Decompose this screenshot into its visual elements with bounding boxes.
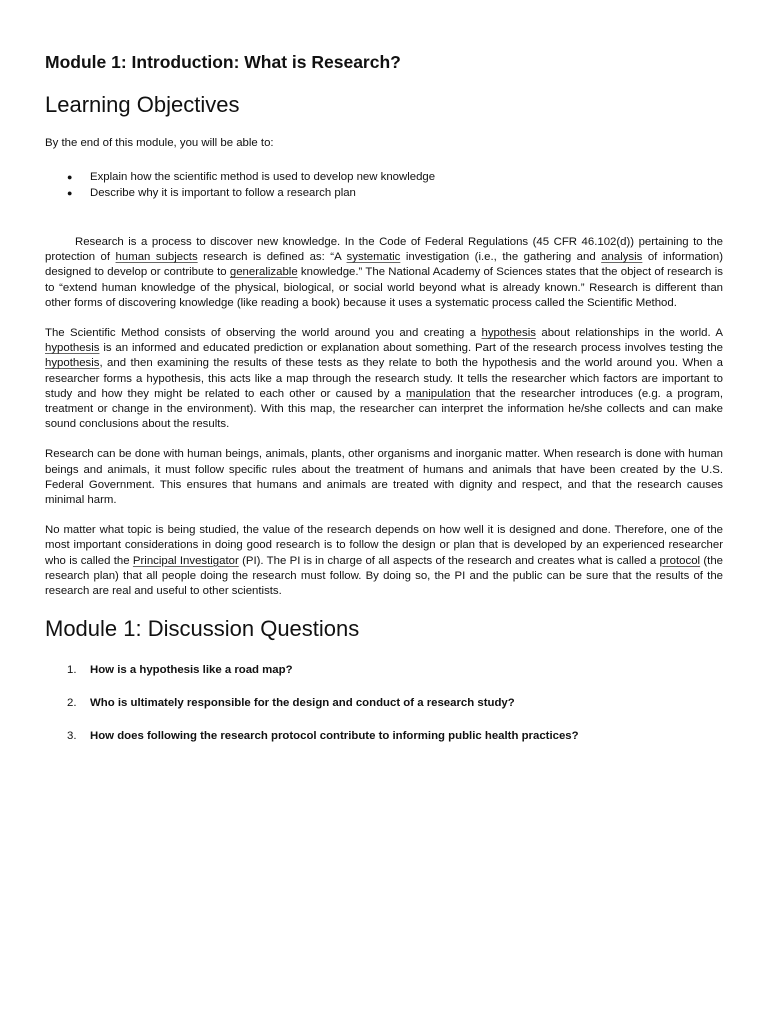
glossary-link-hypothesis[interactable]: hypothesis (45, 342, 100, 355)
bullet-icon: ● (67, 172, 73, 182)
paragraph-principal-investigator (45, 523, 723, 599)
text-run: (PI). The PI is in charge of all aspects of the research and creates what is called a (238, 554, 660, 567)
objective-text: Describe why it is important to follow a research plan (90, 187, 356, 199)
question-text: Who is ultimately responsible for the design and conduct of a research study? (90, 697, 515, 710)
glossary-link-systematic[interactable]: systematic (346, 251, 401, 264)
question-number: 1. (67, 664, 77, 677)
text-run: investigation (i.e., the gathering and (400, 251, 602, 264)
glossary-link-principal-investigator[interactable]: Principal Investigator (132, 554, 239, 567)
list-item (45, 185, 723, 201)
objectives-list (45, 169, 723, 201)
list-item (45, 169, 723, 185)
text-run: about relationships in the world. A (535, 327, 723, 340)
question-text: How does following the research protocol contribute to informing public health practices? (90, 730, 579, 743)
glossary-link-manipulation[interactable]: manipulation (406, 387, 471, 400)
paragraph-research-definition (45, 235, 723, 311)
question-number: 3. (67, 730, 77, 743)
question-number: 2. (67, 697, 77, 710)
glossary-link-hypothesis[interactable]: hypothesis (45, 357, 100, 370)
text-run: research is defined as: “A (197, 251, 347, 264)
list-item (45, 663, 723, 678)
list-item (45, 696, 723, 711)
paragraph-research-subjects: Research can be done with human beings, animals, plants, other organisms and inorganic matter. When research is done with human beings and animals, it must follow specific rules about the treatment of humans and animals that have been created by the U.S. Federal Government. This ensures that humans and animals are treated with dignity and respect, and that the research causes minimal harm. (45, 448, 723, 507)
text-run: Research is a process to discover new knowledge. In the Code of Federal Regulations (45 CFR 46.102(d)) pertaining to the protection of (45, 236, 723, 264)
bullet-icon: ● (67, 188, 73, 198)
module-title: Module 1: Introduction: What is Research? (45, 52, 401, 72)
learning-objectives-heading: Learning Objectives (45, 92, 240, 117)
glossary-link-protocol[interactable]: protocol (659, 554, 701, 567)
glossary-link-analysis[interactable]: analysis (601, 251, 643, 264)
objective-text: Explain how the scientific method is used to develop new knowledge (90, 171, 436, 183)
body-text (45, 235, 723, 599)
document-page (45, 51, 723, 762)
discussion-heading: Module 1: Discussion Questions (45, 616, 360, 642)
glossary-link-generalizable[interactable]: generalizable (229, 266, 298, 279)
text-run: knowledge.” The National Academy of Sciences states that the object of research is to “extend human knowledge of the physical, biological, or social world beyond what is already known.” Research is different than other forms of discovering knowledge (like reading a book) because it uses a systematic process called the Scientific Method. (45, 266, 723, 309)
discussion-questions-list (45, 663, 723, 744)
paragraph-scientific-method (45, 326, 723, 432)
list-item (45, 729, 723, 744)
text-run: of information) designed to develop or contribute to (45, 251, 723, 279)
glossary-link-human-subjects[interactable]: human subjects (115, 251, 198, 264)
question-text: How is a hypothesis like a road map? (90, 664, 293, 677)
text-run: The Scientific Method consists of observing the world around you and creating a (45, 327, 482, 340)
text-run: that the researcher introduces (e.g. a program, treatment or change in the environment). With this map, the researcher can interpret the information he/she collects and can make sound conclusions about the results. (45, 387, 723, 431)
objectives-intro: By the end of this module, you will be able to: (45, 137, 274, 149)
text-run: is an informed and educated prediction or explanation about something. Part of the research process involves testing the (99, 342, 723, 355)
text-run: (the research plan) that all people doing the research must follow. By doing so, the PI and the public can be sure that the results of the research are real and useful to other scientists. (45, 554, 724, 598)
text-run: No matter what topic is being studied, the value of the research depends on how well it is designed and done. Therefore, one of the most important considerations in doing good research is to follow the design or plan that is developed by an experienced researcher who is called the (45, 524, 723, 567)
text-run: , and then examining the results of these tests as they relate to both the hypothesis and the world around you. When a researcher forms a hypothesis, this acts like a map through the research study. It tells the researcher which factors are important to study and how they might be related to each other or caused by a (45, 357, 723, 400)
glossary-link-hypothesis[interactable]: hypothesis (481, 327, 536, 340)
